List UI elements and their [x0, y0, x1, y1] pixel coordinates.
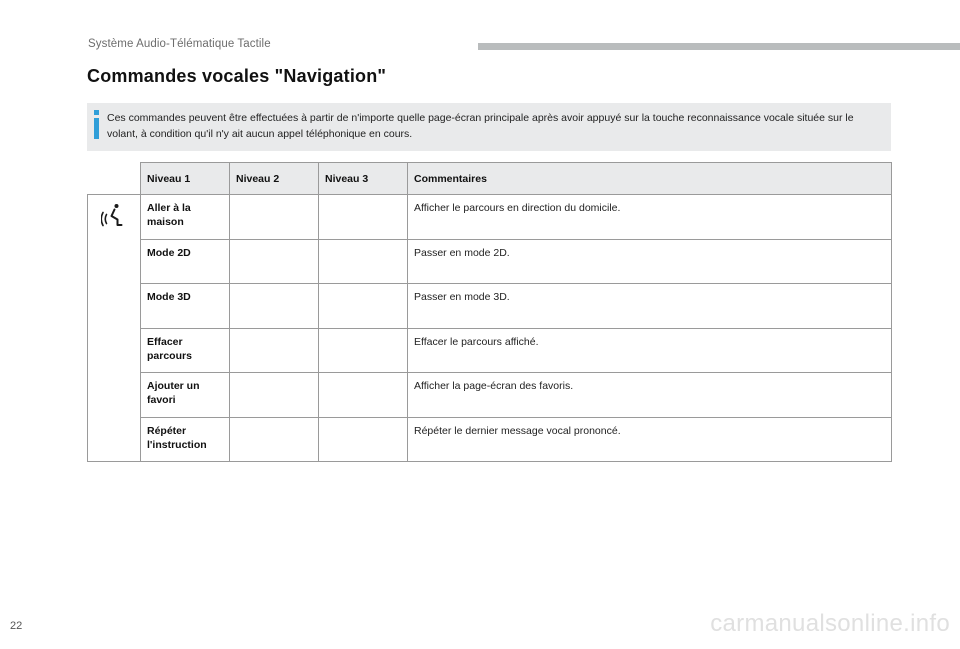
page-title: Commandes vocales "Navigation": [87, 66, 387, 86]
level1-cell: Effacer parcours: [141, 328, 230, 373]
level3-cell: [319, 373, 408, 418]
comment-cell: Passer en mode 2D.: [408, 239, 892, 284]
table-row: [88, 417, 892, 462]
level1-cell: Mode 2D: [141, 239, 230, 284]
level2-cell: [230, 195, 319, 240]
column-header-niveau-1: Niveau 1: [141, 163, 230, 195]
level1-cell: Ajouter un favori: [141, 373, 230, 418]
info-text: Ces commandes peuvent être effectuées à partir de n'importe quelle page-écran principale après avoir appuyé sur la touche reconnaissance vocale située sur le volant, à condition qu'il n'y ait aucun appel téléphonique en cours.: [107, 112, 854, 140]
header-rule: [478, 43, 960, 50]
level1-cell: Répéter l'instruction: [141, 417, 230, 462]
level1-cell: Aller à la maison: [141, 195, 230, 240]
info-box: [87, 103, 891, 151]
level2-cell: [230, 373, 319, 418]
column-header-niveau-2: Niveau 2: [230, 163, 319, 195]
level3-cell: [319, 284, 408, 329]
table-row: [88, 239, 892, 284]
running-header: Système Audio-Télématique Tactile: [88, 38, 271, 50]
icon-column-header: [88, 163, 141, 195]
comment-cell: Répéter le dernier message vocal prononcé.: [408, 417, 892, 462]
table-row: [88, 328, 892, 373]
level1-cell: Mode 3D: [141, 284, 230, 329]
column-header-niveau-3: Niveau 3: [319, 163, 408, 195]
level2-cell: [230, 417, 319, 462]
table-row: [88, 373, 892, 418]
level3-cell: [319, 328, 408, 373]
watermark: carmanualsonline.info: [710, 610, 950, 637]
level2-cell: [230, 284, 319, 329]
level2-cell: [230, 239, 319, 284]
comment-cell: Afficher la page-écran des favoris.: [408, 373, 892, 418]
table-header-row: [88, 163, 892, 195]
comment-cell: Effacer le parcours affiché.: [408, 328, 892, 373]
comment-cell: Afficher le parcours en direction du domicile.: [408, 195, 892, 240]
level3-cell: [319, 195, 408, 240]
comment-cell: Passer en mode 3D.: [408, 284, 892, 329]
table-row: [88, 195, 892, 240]
voice-command-icon: [101, 203, 125, 229]
level2-cell: [230, 328, 319, 373]
level3-cell: [319, 417, 408, 462]
voice-commands-table: [87, 162, 892, 462]
table-row: [88, 284, 892, 329]
level3-cell: [319, 239, 408, 284]
column-header-commentaires: Commentaires: [408, 163, 892, 195]
info-icon: [93, 110, 101, 144]
page-number: 22: [10, 620, 23, 632]
icon-cell: [88, 195, 141, 462]
